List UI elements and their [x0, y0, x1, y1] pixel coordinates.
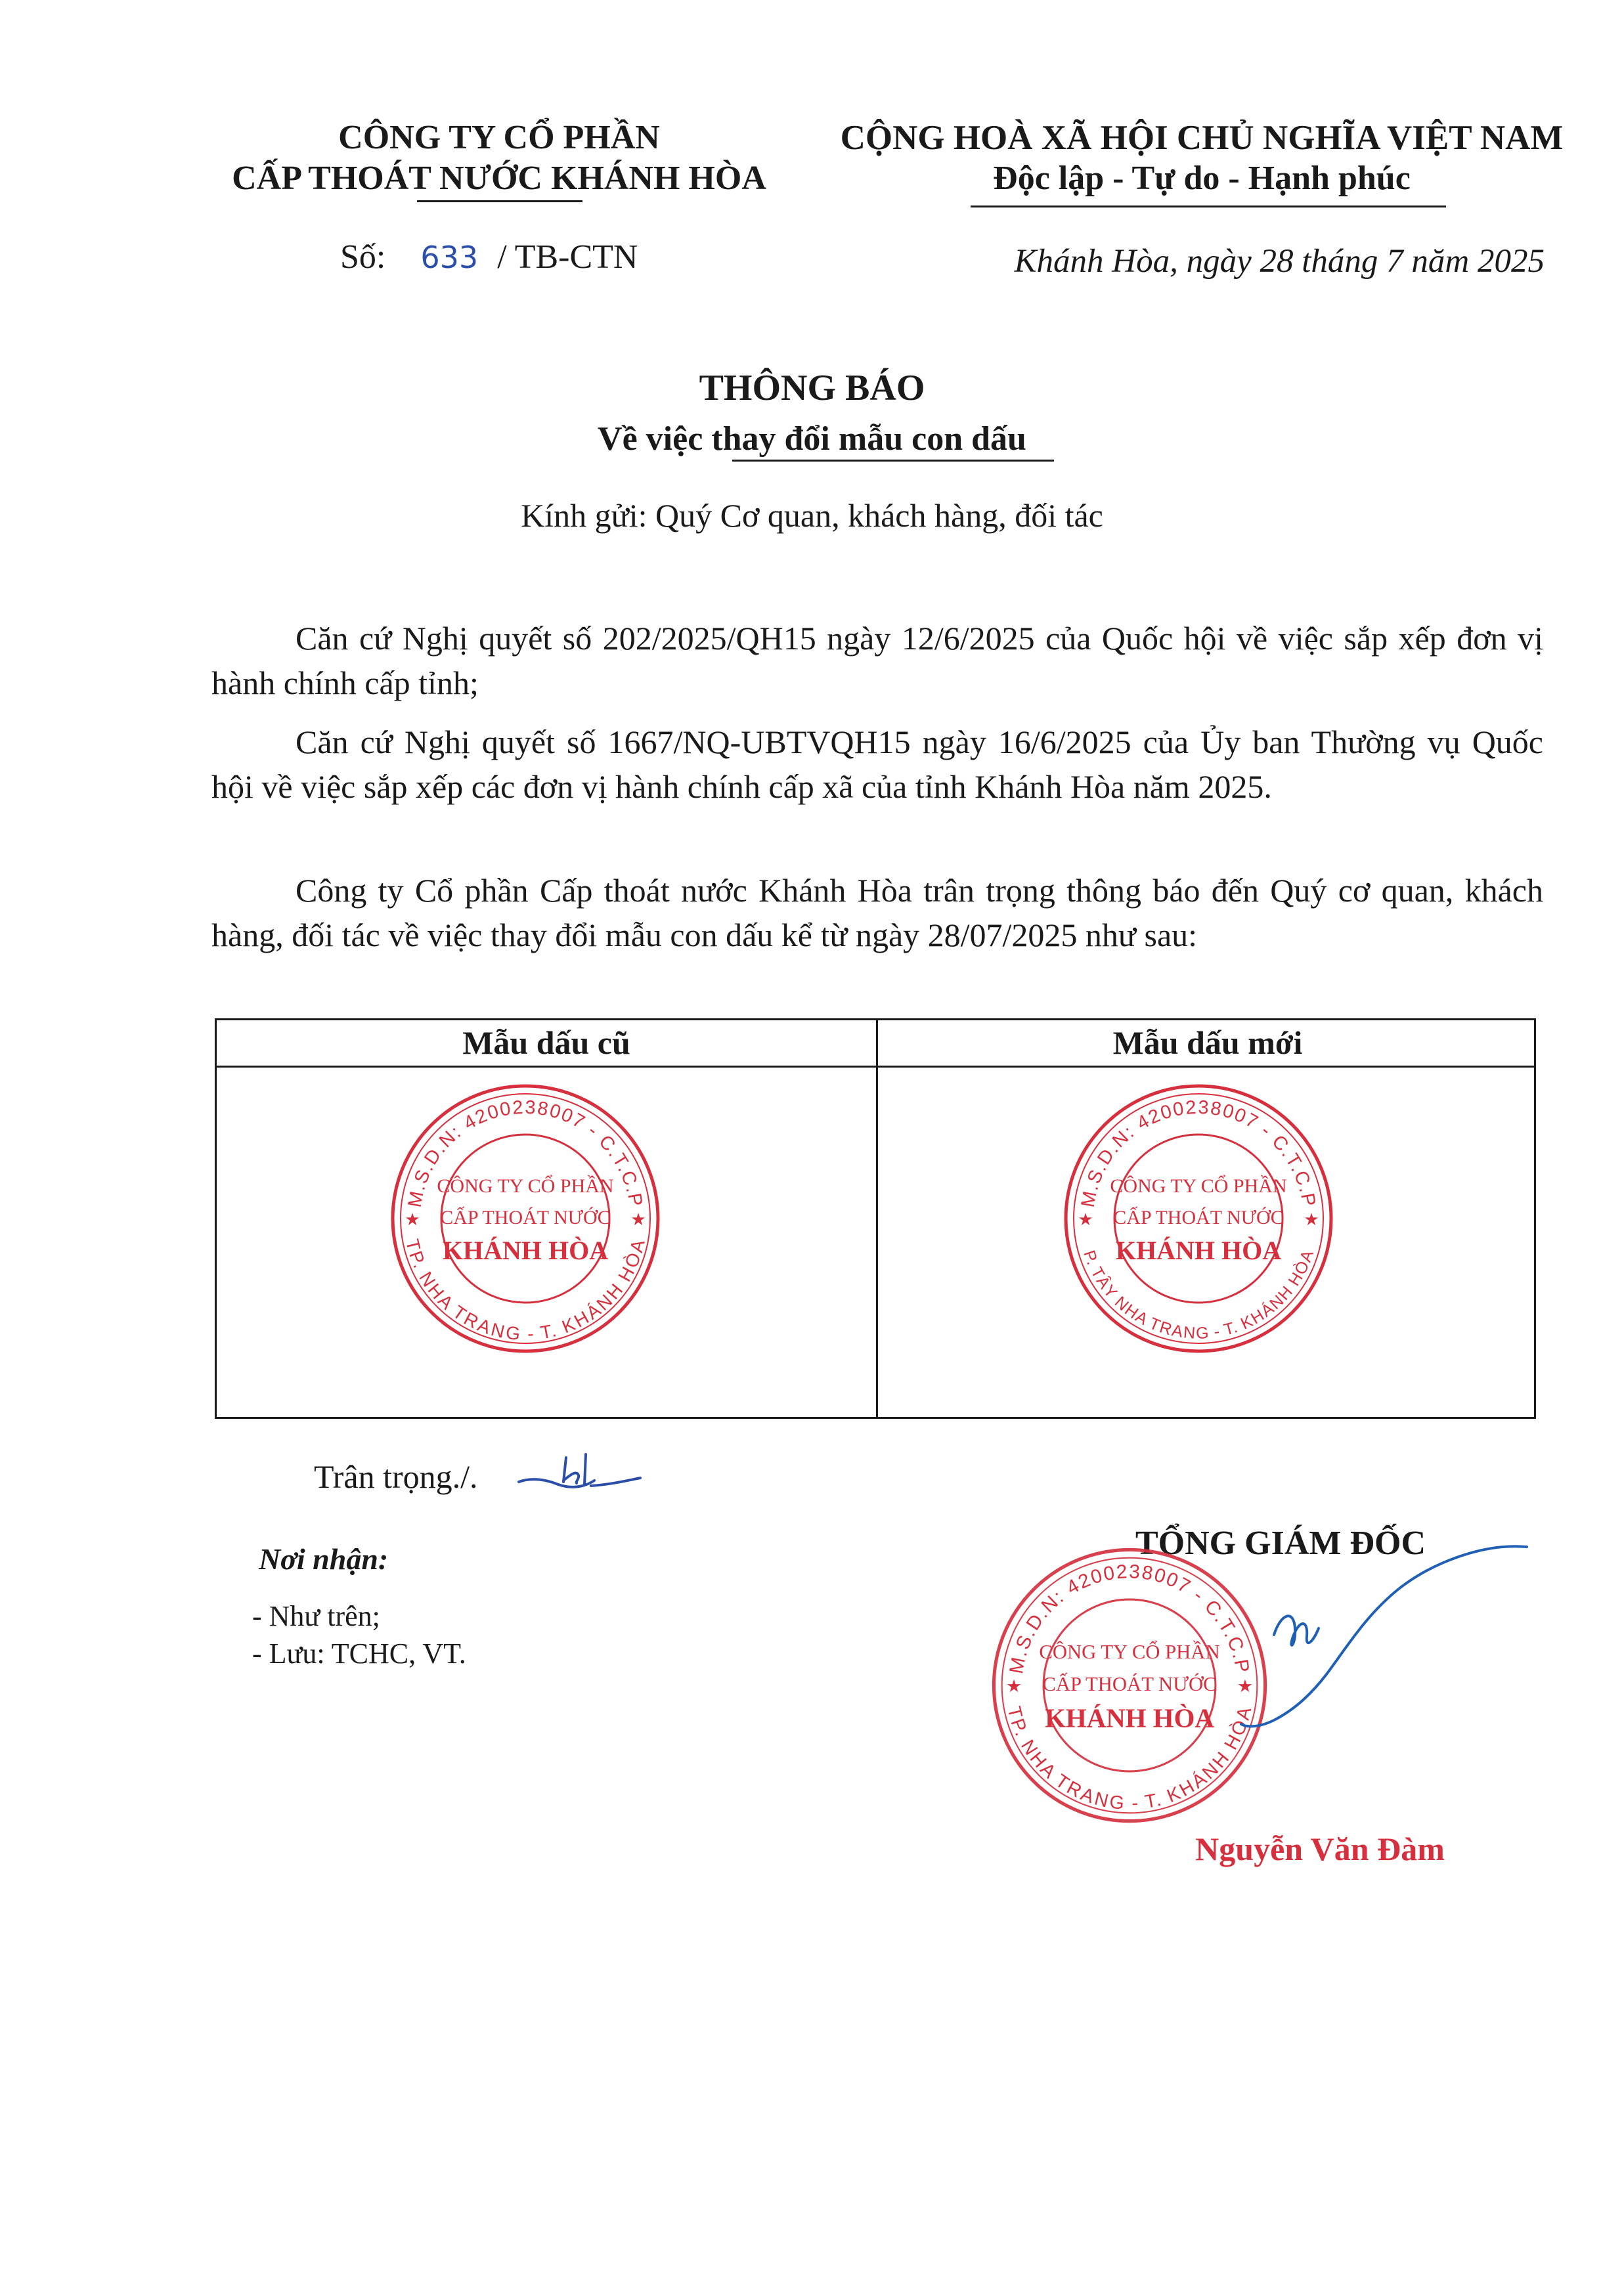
signer-role: TỔNG GIÁM ĐỐC	[1135, 1525, 1426, 1562]
document-number-value: 633	[420, 240, 479, 275]
old-stamp-star-right: ★	[630, 1210, 646, 1230]
official-stamp-star-right: ★	[1237, 1676, 1253, 1697]
document-date: Khánh Hòa, ngày 28 tháng 7 năm 2025	[1014, 243, 1545, 280]
document-number-suffix: / TB-CTN	[497, 238, 638, 276]
national-title: CỘNG HOÀ XÃ HỘI CHỦ NGHĨA VIỆT NAM	[840, 119, 1564, 157]
table-header-new-stamp: Mẫu dấu mới	[1112, 1024, 1303, 1061]
old-stamp-line1: CÔNG TY CỔ PHẦN	[437, 1175, 614, 1197]
table-column-divider	[876, 1020, 878, 1417]
company-name-underline	[417, 200, 582, 202]
company-name-line2: CẤP THOÁT NƯỚC KHÁNH HÒA	[232, 160, 766, 197]
official-stamp-line3: KHÁNH HÒA	[1045, 1703, 1214, 1733]
body-paragraph-1: Căn cứ Nghị quyết số 202/2025/QH15 ngày 12/6/2025 của Quốc hội về việc sắp xếp đơn vị hành chính cấp tỉnh;	[211, 620, 1543, 701]
official-stamp-ring-bottom: TP. NHA TRANG - T. KHÁNH HÒA	[1003, 1704, 1256, 1814]
initials-signature	[512, 1441, 644, 1500]
recipients-item-2: - Lưu: TCHC, VT.	[252, 1637, 466, 1670]
table-header-divider	[217, 1066, 1534, 1068]
director-signature	[1235, 1536, 1537, 1733]
company-name-line1: CÔNG TY CỔ PHẦN	[338, 119, 660, 156]
national-motto: Độc lập - Tự do - Hạnh phúc	[993, 160, 1411, 197]
notice-title: THÔNG BÁO	[699, 368, 925, 408]
old-stamp-star-left: ★	[405, 1210, 420, 1230]
old-stamp-line2: CẤP THOÁT NƯỚC	[440, 1207, 611, 1228]
document-number	[340, 236, 638, 278]
new-stamp-star-right: ★	[1304, 1210, 1319, 1230]
stamp-comparison-table	[215, 1018, 1536, 1419]
recipients-title: Nơi nhận:	[259, 1542, 389, 1576]
new-stamp-star-left: ★	[1078, 1210, 1093, 1230]
document-number-label: Số:	[340, 238, 386, 276]
new-stamp-line3: KHÁNH HÒA	[1115, 1236, 1282, 1265]
new-stamp-line1: CÔNG TY CỔ PHẦN	[1110, 1175, 1287, 1197]
body-paragraph-3: Công ty Cổ phần Cấp thoát nước Khánh Hòa trân trọng thông báo đến Quý cơ quan, khách hàng, đối tác về việc thay đổi mẫu con dấu kể từ ngày 28/07/2025 như sau:	[211, 872, 1543, 953]
old-stamp-line3: KHÁNH HÒA	[442, 1236, 609, 1265]
new-stamp-line2: CẤP THOÁT NƯỚC	[1113, 1207, 1284, 1228]
old-stamp-ring-top: M.S.D.N: 4200238007 - C.T.C.P	[404, 1096, 647, 1209]
recipients-item-1: - Như trên;	[252, 1600, 380, 1632]
new-stamp-ring-bottom: P. TÂY NHA TRANG - T. KHÁNH HÒA	[1080, 1247, 1317, 1343]
notice-subject: Về việc thay đổi mẫu con dấu	[598, 420, 1026, 458]
new-stamp-ring-top: M.S.D.N: 4200238007 - C.T.C.P	[1077, 1096, 1320, 1209]
old-stamp-image	[381, 1074, 670, 1363]
body-paragraph-2: Căn cứ Nghị quyết số 1667/NQ-UBTVQH15 ngày 16/6/2025 của Ủy ban Thường vụ Quốc hội về việc sắp xếp các đơn vị hành chính cấp xã của tỉnh Khánh Hòa năm 2025.	[211, 724, 1543, 805]
new-stamp-image	[1054, 1074, 1343, 1363]
closing-regards: Trân trọng./.	[314, 1458, 478, 1495]
national-motto-underline	[971, 206, 1446, 207]
table-header-old-stamp: Mẫu dấu cũ	[462, 1024, 630, 1061]
official-stamp-image	[982, 1538, 1277, 1833]
recipient-greeting: Kính gửi: Quý Cơ quan, khách hàng, đối tác	[521, 497, 1103, 534]
old-stamp-ring-bottom: TP. NHA TRANG - T. KHÁNH HÒA	[402, 1237, 649, 1345]
signer-name: Nguyễn Văn Đàm	[1195, 1830, 1445, 1867]
official-stamp-star-left: ★	[1006, 1676, 1022, 1697]
official-stamp-line1: CÔNG TY CỔ PHẦN	[1039, 1641, 1220, 1664]
notice-subject-underline	[732, 460, 1054, 462]
official-stamp-line2: CẤP THOÁT NƯỚC	[1042, 1673, 1217, 1696]
official-stamp-ring-top: M.S.D.N: 4200238007 - C.T.C.P	[1005, 1561, 1254, 1676]
